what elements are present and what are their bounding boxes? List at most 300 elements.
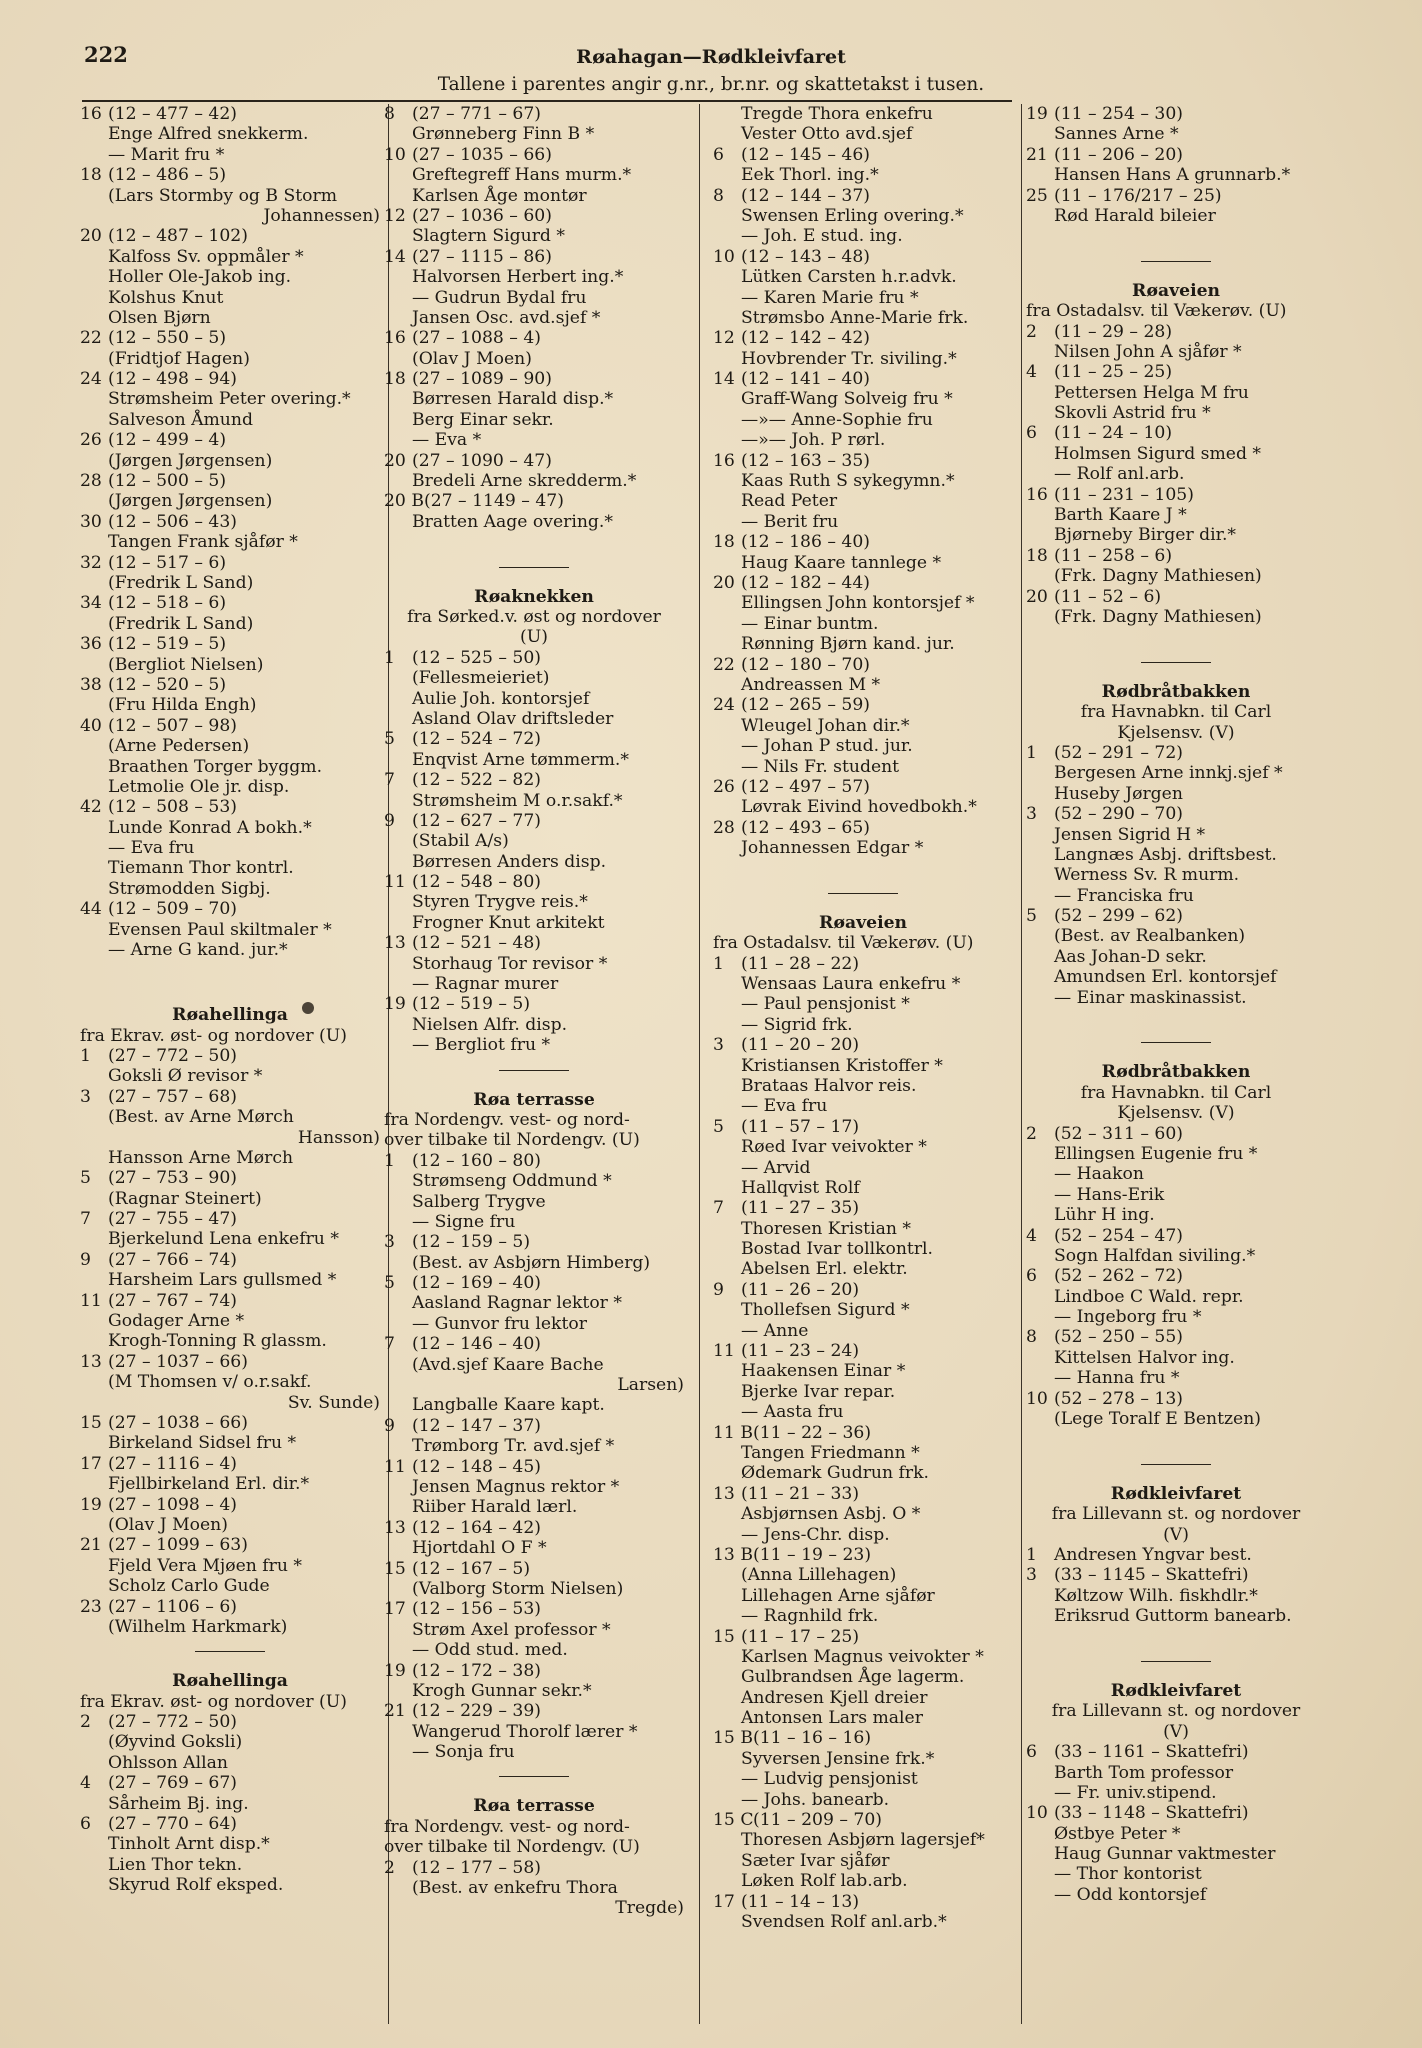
street-heading: Røa terrasse: [473, 1796, 595, 1817]
house-entry: [384, 1559, 684, 1579]
resident-entry: Jensen Magnus rektor *: [412, 1477, 620, 1497]
column-4: [1026, 104, 1326, 1905]
house-entry: [80, 1814, 380, 1834]
house-entry: [80, 1250, 380, 1270]
property-record: (27 – 1088 – 4): [412, 328, 541, 349]
resident-entry: Strømsbo Anne-Marie frk.: [741, 307, 969, 328]
resident-entry: Huseby Jørgen: [1054, 783, 1183, 804]
resident-entry: — Ingeborg fru *: [1054, 1307, 1202, 1328]
property-record: (11 – 258 – 6): [1054, 545, 1173, 566]
property-record: (27 – 1106 – 6): [108, 1596, 237, 1617]
property-record: (12 – 143 – 48): [741, 246, 870, 267]
property-record: (12 – 180 – 70): [741, 654, 870, 675]
property-record: (11 – 52 – 6): [1054, 586, 1162, 607]
resident-entry: Ellingsen Eugenie fru *: [1054, 1143, 1258, 1164]
house-entry: [80, 1209, 380, 1229]
spacer: [1026, 1627, 1326, 1647]
resident-entry: Strøm Axel professor *: [412, 1619, 611, 1640]
resident-entry: Greftegreff Hans murm.*: [412, 165, 632, 186]
resident-entry: Eek Thorl. ing.*: [741, 165, 879, 186]
property-record: (27 – 769 – 67): [108, 1773, 237, 1794]
street-heading: Røaveien: [818, 912, 908, 933]
resident-entry: (Stabil A/s): [412, 831, 509, 852]
resident-entry: Frogner Knut arkitekt: [412, 912, 605, 933]
resident-entry: Haakensen Einar *: [741, 1361, 906, 1382]
resident-entry: (Frk. Dagny Mathiesen): [1054, 566, 1262, 587]
house-entry: [713, 1341, 1013, 1361]
house-entry: [384, 1334, 684, 1354]
house-number: 8: [384, 104, 395, 124]
resident-entry: Riiber Harald lærl.: [412, 1497, 578, 1518]
house-number: 13: [384, 1517, 406, 1538]
property-record: (12 – 500 – 5): [108, 471, 227, 492]
resident-entry: — Paul pensjonist *: [741, 994, 910, 1015]
property-record: (27 – 1098 – 4): [108, 1494, 237, 1515]
resident-entry: Strømsheim Peter overing.*: [108, 389, 351, 410]
house-entry: [80, 1352, 380, 1372]
property-record: (12 – 144 – 37): [741, 185, 870, 206]
house-entry: [1026, 322, 1326, 342]
header-rule: [82, 100, 1012, 102]
property-record: (27 – 1149 – 47): [424, 491, 564, 512]
property-record: (12 – 160 – 80): [412, 1150, 541, 1171]
property-record: (12 – 167 – 5): [412, 1558, 531, 1579]
house-number: 44: [80, 899, 102, 920]
property-record: (11 – 19 – 23): [753, 1544, 872, 1565]
resident-entry: Fjellbirkeland Erl. dir.*: [108, 1474, 310, 1495]
resident-entry: — Karen Marie fru *: [741, 287, 919, 308]
property-record: (52 – 278 – 13): [1054, 1388, 1183, 1409]
house-entry: [384, 1518, 684, 1538]
street-route: (V): [1163, 1721, 1189, 1742]
property-record: (12 – 519 – 5): [108, 634, 227, 655]
house-number: 18: [384, 369, 406, 390]
house-entry: [384, 369, 684, 389]
house-number: 19: [384, 1660, 406, 1681]
resident-entry: Scholz Carlo Gude: [108, 1576, 270, 1597]
resident-entry: Vester Otto avd.sjef: [741, 124, 913, 145]
property-record: (27 – 771 – 67): [412, 104, 541, 124]
entry-continuation: Johannessen): [263, 205, 380, 226]
resident-entry: Wensaas Laura enkefru *: [741, 974, 961, 995]
property-record: (12 – 508 – 53): [108, 797, 237, 818]
resident-entry: Kittelsen Halvor ing.: [1054, 1347, 1235, 1368]
section-divider: [80, 1637, 380, 1667]
resident-entry: (Arne Pedersen): [108, 736, 250, 757]
resident-entry: (Bergliot Nielsen): [108, 654, 264, 675]
house-number: 20: [384, 450, 406, 471]
property-record: (52 – 291 – 72): [1054, 742, 1183, 763]
street-heading: Rødkleivfaret: [1110, 1680, 1242, 1701]
property-record: (12 – 148 – 45): [412, 1456, 541, 1477]
house-number: 21: [1026, 144, 1048, 165]
property-record: (12 – 156 – 53): [412, 1599, 541, 1620]
resident-entry: — Hanna fru *: [1054, 1368, 1180, 1389]
house-number: 2: [1026, 1123, 1037, 1144]
property-record: (12 – 519 – 5): [412, 994, 531, 1015]
entry-continuation: Sv. Sunde): [287, 1392, 380, 1413]
house-entry: [1026, 743, 1326, 763]
house-number: 5: [384, 1273, 395, 1294]
resident-entry: Fjeld Vera Mjøen fru *: [108, 1555, 303, 1576]
resident-entry: Lunde Konrad A bokh.*: [108, 817, 312, 838]
property-record: (12 – 159 – 5): [412, 1232, 531, 1253]
resident-entry: Skyrud Rolf eksped.: [108, 1875, 284, 1896]
house-number: 12: [713, 328, 735, 349]
house-number: 13: [80, 1351, 102, 1372]
street-route: fra Havnabkn. til Carl: [1080, 702, 1272, 723]
house-number: 28: [713, 817, 735, 838]
property-record: (27 – 1037 – 66): [108, 1351, 248, 1372]
street-heading: Røahellinga: [172, 1671, 288, 1692]
resident-entry: — Arvid: [741, 1157, 811, 1178]
property-record: (11 – 23 – 24): [741, 1341, 860, 1362]
resident-entry: — Eva fru: [108, 838, 195, 859]
street-heading: Rødbråtbakken: [1101, 1062, 1251, 1083]
house-number: 9: [384, 810, 395, 831]
resident-entry: — Ludvig pensjonist: [741, 1769, 918, 1790]
resident-entry: (Ragnar Steinert): [108, 1188, 262, 1209]
house-entry: [1026, 1389, 1326, 1409]
page-subtitle: Tallene i parentes angir g.nr., br.nr. og skattetakst i tusen.: [437, 74, 985, 95]
section-divider: [1026, 1450, 1326, 1480]
resident-entry: Amundsen Erl. kontorsjef: [1054, 967, 1277, 988]
house-number: 16: [384, 328, 406, 349]
page-title: Røahagan—Rødkleivfaret: [576, 46, 846, 68]
house-number: 20: [1026, 586, 1048, 607]
spacer: [713, 858, 1013, 878]
house-entry: [384, 145, 684, 165]
resident-entry: — Franciska fru: [1054, 885, 1194, 906]
resident-entry: Ødemark Gudrun frk.: [741, 1463, 929, 1484]
house-entry: [384, 648, 684, 668]
resident-entry: — Bergliot fru *: [412, 1035, 551, 1056]
column-3: [713, 104, 1013, 1932]
house-number: 18: [1026, 545, 1048, 566]
house-number: 26: [713, 776, 735, 797]
property-record: (27 – 1036 – 60): [412, 205, 552, 226]
house-entry: [80, 1046, 380, 1066]
property-record: (27 – 772 – 50): [108, 1712, 237, 1733]
house-number: 19: [384, 994, 406, 1015]
house-number: 1: [80, 1045, 91, 1066]
property-record: (11 – 28 – 22): [741, 953, 860, 974]
resident-entry: Enge Alfred snekkerm.: [108, 124, 309, 145]
resident-entry: Strømsheim M o.r.sakf.*: [412, 790, 623, 811]
resident-entry: — Gunvor fru lektor: [412, 1313, 587, 1334]
house-number: 19: [80, 1494, 102, 1515]
house-entry: [713, 1728, 1013, 1748]
resident-entry: — Johan P stud. jur.: [741, 736, 913, 757]
resident-entry: Hansen Hans A grunnarb.*: [1054, 165, 1291, 186]
resident-entry: (Jørgen Jørgensen): [108, 491, 273, 512]
resident-entry: — Hans-Erik: [1054, 1184, 1165, 1205]
resident-entry: (Fellesmeieriet): [412, 668, 550, 689]
resident-entry: (Jørgen Jørgensen): [108, 450, 273, 471]
house-number: 21: [384, 1701, 406, 1722]
house-number: 30: [80, 511, 102, 532]
house-entry: [713, 328, 1013, 348]
section-divider: [1026, 1028, 1326, 1058]
spacer: [1026, 226, 1326, 246]
resident-entry: Evensen Paul skiltmaler *: [108, 919, 332, 940]
house-entry: [713, 451, 1013, 471]
resident-entry: Ellingsen John kontorsjef *: [741, 593, 975, 614]
resident-entry: Godager Arne *: [108, 1311, 245, 1332]
resident-entry: Hallqvist Rolf: [741, 1177, 860, 1198]
house-number: 11: [80, 1290, 102, 1311]
resident-entry: — Aasta fru: [741, 1402, 844, 1423]
resident-entry: (Øyvind Goksli): [108, 1732, 243, 1753]
house-entry: [713, 954, 1013, 974]
resident-entry: (Valborg Storm Nielsen): [412, 1578, 624, 1599]
resident-entry: Jansen Osc. avd.sjef *: [412, 307, 601, 328]
resident-entry: Lütken Carsten h.r.advk.: [741, 267, 957, 288]
resident-entry: — Einar maskinassist.: [1054, 987, 1247, 1008]
property-record: (12 – 550 – 5): [108, 328, 227, 349]
property-record: Andresen Yngvar best.: [1054, 1545, 1252, 1565]
resident-entry: Antonsen Lars maler: [741, 1708, 923, 1729]
resident-entry: Børresen Anders disp.: [412, 851, 607, 872]
resident-entry: Kaas Ruth S sykegymn.*: [741, 471, 955, 492]
resident-entry: Thoresen Kristian *: [741, 1218, 911, 1239]
resident-entry: Tangen Friedmann *: [741, 1443, 920, 1463]
property-record: (12 – 229 – 39): [412, 1701, 541, 1722]
property-record: (12 – 164 – 42): [412, 1517, 541, 1538]
resident-entry: Løken Rolf lab.arb.: [741, 1871, 908, 1892]
house-entry: [384, 729, 684, 749]
resident-entry: Nielsen Alfr. disp.: [412, 1014, 568, 1035]
column-1: [80, 104, 380, 1896]
property-record: (12 – 517 – 6): [108, 552, 227, 573]
resident-entry: (Olav J Moen): [108, 1514, 228, 1535]
resident-entry: (Avd.sjef Kaare Bache: [412, 1354, 604, 1375]
resident-entry: Bredeli Arne skredderm.*: [412, 471, 637, 492]
resident-entry: (Fru Hilda Engh): [108, 695, 257, 716]
resident-entry: Andreassen M *: [741, 674, 881, 695]
house-entry: [384, 104, 684, 124]
resident-entry: Lien Thor tekn.: [108, 1854, 243, 1875]
house-number: 17: [80, 1453, 102, 1474]
house-entry: [713, 1423, 1013, 1443]
house-entry: [80, 1773, 380, 1793]
property-record: (27 – 766 – 74): [108, 1249, 237, 1270]
resident-entry: Svendsen Rolf anl.arb.*: [741, 1911, 947, 1932]
property-record: (11 – 21 – 33): [741, 1483, 860, 1504]
resident-entry: Haug Gunnar vaktmester: [1054, 1844, 1276, 1865]
property-record: (12 – 497 – 57): [741, 776, 870, 797]
house-entry: [1026, 1226, 1326, 1246]
resident-entry: Thollefsen Sigurd *: [741, 1300, 910, 1321]
resident-entry: Ohlsson Allan: [108, 1752, 228, 1773]
property-record: (11 – 17 – 25): [741, 1626, 860, 1647]
resident-entry: Birkeland Sidsel fru *: [108, 1433, 297, 1454]
house-number: 9: [80, 1249, 91, 1270]
resident-entry: Bjerkelund Lena enkefru *: [108, 1229, 339, 1250]
house-number: 7: [384, 1334, 395, 1355]
street-route: fra Sørked.v. øst og nordover: [407, 606, 661, 627]
resident-entry: Asland Olav driftsleder: [412, 708, 614, 729]
house-number: 6: [80, 1814, 91, 1835]
resident-entry: (Anna Lillehagen): [741, 1565, 897, 1586]
resident-entry: Langnæs Asbj. driftsbest.: [1054, 844, 1277, 865]
house-entry: [713, 1198, 1013, 1218]
resident-entry: Wleugel Johan dir.*: [741, 715, 910, 736]
resident-entry: Lindboe C Wald. repr.: [1054, 1286, 1244, 1307]
house-number: 4: [80, 1773, 91, 1794]
street-route: over tilbake til Nordengv. (U): [384, 1837, 640, 1858]
house-number: 20: [80, 226, 102, 247]
house-number: 38: [80, 674, 102, 695]
resident-entry: Andresen Kjell dreier: [741, 1687, 928, 1708]
house-number: 10: [384, 144, 406, 165]
resident-entry: Salberg Trygve: [412, 1191, 546, 1212]
house-entry: [713, 573, 1013, 593]
house-entry: [713, 532, 1013, 552]
resident-entry: Aasland Ragnar lektor *: [412, 1293, 622, 1314]
house-entry: [80, 430, 380, 450]
section-divider: [1026, 1647, 1326, 1677]
property-record: (11 – 26 – 20): [741, 1279, 860, 1300]
resident-entry: Østbye Peter *: [1054, 1823, 1181, 1844]
house-number: 1: [384, 1150, 395, 1171]
property-record: (27 – 1115 – 86): [412, 246, 552, 267]
resident-entry: — Johs. banearb.: [741, 1789, 890, 1810]
resident-entry: — Ragnar murer: [412, 974, 559, 995]
property-record: (11 – 57 – 17): [741, 1116, 860, 1137]
house-number: 15: [384, 1558, 406, 1579]
house-number: 15 C: [713, 1810, 754, 1831]
house-entry: [1026, 1742, 1326, 1762]
house-number: 5: [1026, 906, 1037, 927]
house-entry: [384, 247, 684, 267]
house-entry: [80, 899, 380, 919]
house-entry: [80, 512, 380, 532]
resident-entry: Braathen Torger byggm.: [108, 756, 323, 777]
house-number: 10: [713, 246, 735, 267]
house-number: 36: [80, 634, 102, 655]
property-record: (52 – 254 – 47): [1054, 1225, 1183, 1246]
resident-entry: Holler Ole-Jakob ing.: [108, 267, 292, 288]
resident-entry: (Wilhelm Harkmark): [108, 1616, 288, 1637]
house-number: 7: [713, 1198, 724, 1219]
resident-entry: Bostad Ivar tollkontrl.: [741, 1239, 934, 1260]
street-heading: Rødkleivfaret: [1110, 1483, 1242, 1504]
street-route: fra Havnabkn. til Carl: [1080, 1082, 1272, 1103]
house-number: 28: [80, 471, 102, 492]
resident-entry: — Haakon: [1054, 1164, 1144, 1185]
resident-entry: — Odd kontorsjef: [1054, 1884, 1207, 1905]
house-entry: [1026, 906, 1326, 926]
resident-entry: Køltzow Wilh. fiskhdlr.*: [1054, 1585, 1258, 1606]
house-number: 10: [1026, 1388, 1048, 1409]
house-number: 24: [80, 369, 102, 390]
street-heading: Røa terrasse: [473, 1089, 595, 1110]
resident-entry: — Gudrun Bydal fru: [412, 287, 587, 308]
resident-entry: Jensen Sigrid H *: [1054, 824, 1206, 845]
property-record: (12 – 525 – 50): [412, 647, 541, 668]
property-record: (12 – 499 – 4): [108, 430, 227, 451]
house-entry: [1026, 546, 1326, 566]
spacer: [1026, 627, 1326, 647]
resident-entry: Karlsen Magnus veivokter *: [741, 1646, 984, 1667]
house-number: 3: [80, 1086, 91, 1107]
resident-entry: Kalfoss Sv. oppmåler *: [108, 246, 304, 267]
house-entry: [80, 675, 380, 695]
resident-entry: Tiemann Thor kontrl.: [108, 858, 294, 879]
house-entry: [713, 1892, 1013, 1912]
house-entry: [80, 1168, 380, 1188]
property-record: (12 – 521 – 48): [412, 933, 541, 954]
house-entry: [80, 104, 380, 124]
resident-entry: Brataas Halvor reis.: [741, 1075, 917, 1096]
house-entry: [80, 1712, 380, 1732]
house-number: 8: [713, 185, 724, 206]
house-entry: [80, 634, 380, 654]
resident-entry: (Frk. Dagny Mathiesen): [1054, 606, 1262, 627]
property-record: (12 – 172 – 38): [412, 1660, 541, 1681]
resident-entry: — Arne G kand. jur.*: [108, 940, 288, 961]
resident-entry: Kristiansen Kristoffer *: [741, 1055, 943, 1076]
property-record: (11 – 29 – 28): [1054, 321, 1173, 342]
resident-entry: Skovli Astrid fru *: [1054, 403, 1211, 424]
resident-entry: Harsheim Lars gullsmed *: [108, 1270, 337, 1291]
house-entry: [384, 1232, 684, 1252]
house-number: 11: [713, 1341, 735, 1362]
house-number: 3: [1026, 1565, 1037, 1586]
house-number: 26: [80, 430, 102, 451]
resident-entry: Løvrak Eivind hovedbokh.*: [741, 797, 977, 818]
property-record: (11 – 206 – 20): [1054, 144, 1183, 165]
resident-entry: Rønning Bjørn kand. jur.: [741, 634, 955, 655]
house-number: 21: [80, 1535, 102, 1556]
resident-entry: Werness Sv. R murm.: [1054, 865, 1240, 886]
resident-entry: Tregde Thora enkefru: [741, 104, 933, 124]
house-entry: [80, 1454, 380, 1474]
house-entry: [80, 369, 380, 389]
house-number: 2: [1026, 321, 1037, 342]
street-route: fra Ostadalsv. til Vækerøv. (U): [1026, 301, 1287, 322]
resident-entry: Asbjørnsen Asbj. O *: [741, 1504, 921, 1525]
resident-entry: Bratten Aage overing.*: [412, 511, 613, 532]
house-entry: [713, 695, 1013, 715]
property-record: (12 – 506 – 43): [108, 511, 237, 532]
property-record: (33 – 1145 – Skattefri): [1054, 1565, 1249, 1586]
street-route: Kjelsensv. (V): [1117, 1103, 1235, 1124]
resident-entry: (Fredrik L Sand): [108, 613, 254, 634]
house-entry: [1026, 1124, 1326, 1144]
house-entry: [713, 1545, 1013, 1565]
house-number: 20: [713, 572, 735, 593]
resident-entry: Aulie Joh. kontorsjef: [412, 688, 590, 709]
street-route: fra Nordengv. vest- og nord-: [384, 1109, 630, 1130]
street-route: fra Ekrav. øst- og nordover (U): [80, 1691, 347, 1712]
property-record: (27 – 1038 – 66): [108, 1413, 248, 1433]
house-entry: [384, 1457, 684, 1477]
resident-entry: — Sonja fru: [412, 1742, 515, 1763]
resident-entry: — Thor kontorist: [1054, 1864, 1202, 1885]
resident-entry: (Best. av Arne Mørch: [108, 1107, 294, 1128]
house-entry: [80, 1495, 380, 1515]
resident-entry: Aas Johan-D sekr.: [1054, 946, 1207, 967]
property-record: (27 – 753 – 90): [108, 1168, 237, 1189]
resident-entry: Langballe Kaare kapt.: [412, 1395, 605, 1416]
house-number: 11: [384, 872, 406, 893]
house-entry: [1026, 587, 1326, 607]
house-number: 7: [384, 770, 395, 791]
resident-entry: Letmolie Ole jr. disp.: [108, 776, 290, 797]
house-number: 14: [384, 246, 406, 267]
